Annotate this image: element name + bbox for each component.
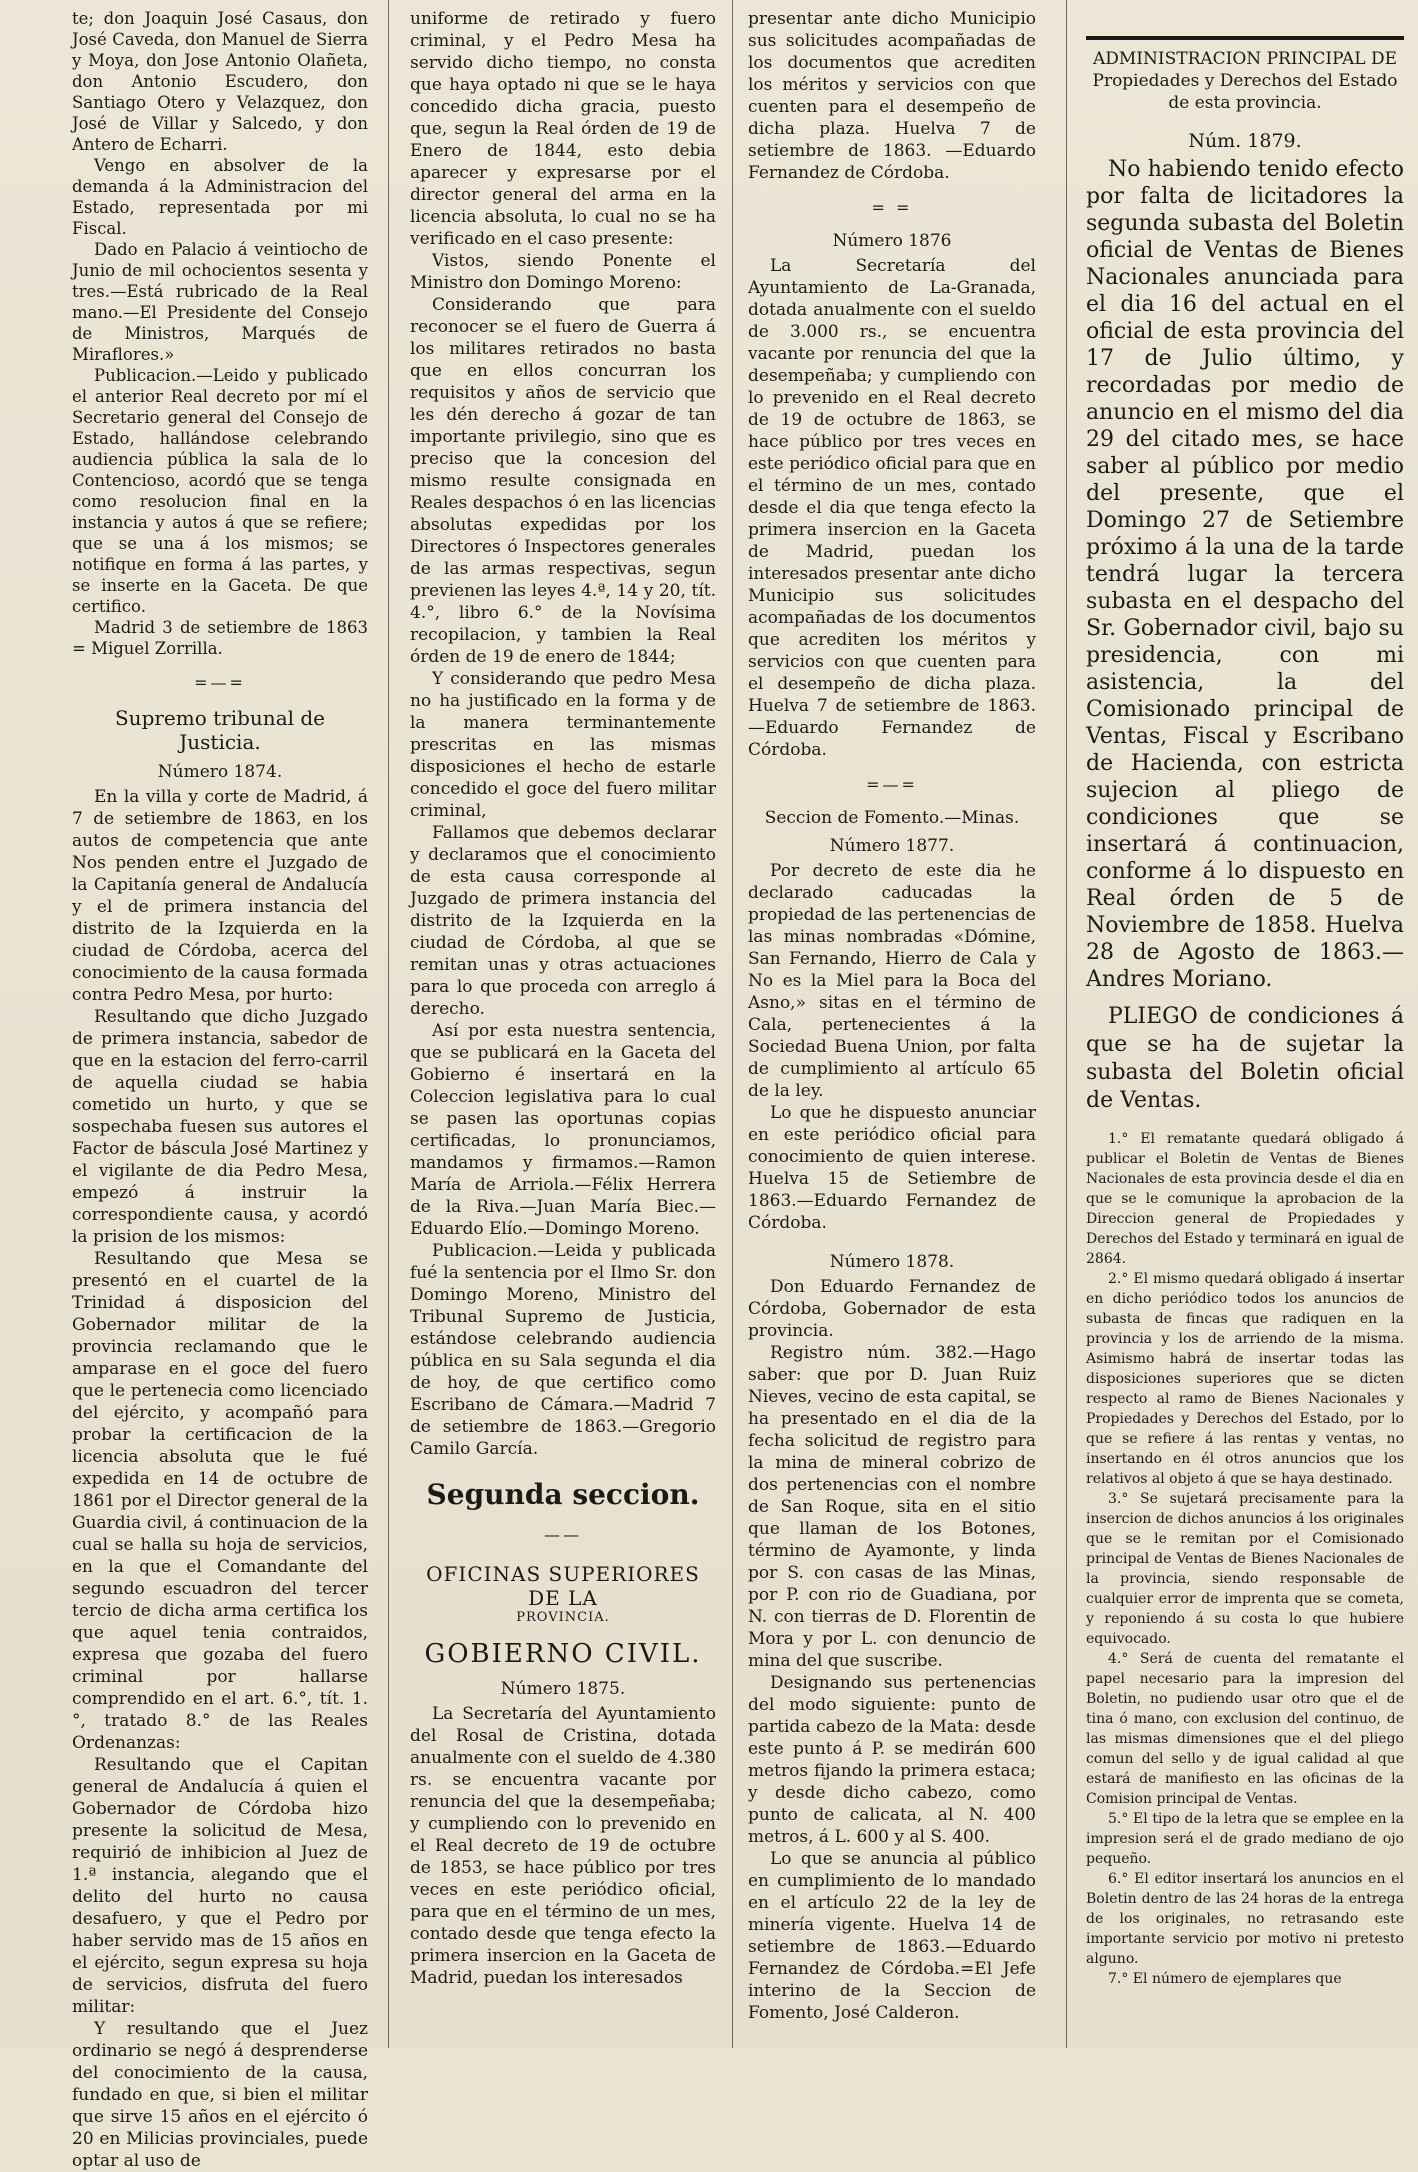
paragraph: presentar ante dicho Municipio sus solicitudes acompañadas de los documentos que acrediten los méritos y servicios con que cuenten para el desempeño de dicha plaza. Huelva 7 de setiembre de 1863. —Eduardo Fernandez de Córdoba.	[748, 9, 1036, 183]
paragraph: En la villa y corte de Madrid, á 7 de setiembre de 1863, en los autos de competencia que ante Nos penden entre el Juzgado de la Capitanía general de Andalucía y el de primera instancia del distrito de la Izquierda en la ciudad de Córdoba, acerca del conocimiento de la causa formada contra Pedro Mesa, por hurto:	[72, 787, 368, 1005]
condition-4: 4.° Será de cuenta del rematante el papel necesario para la impresion del Boletin, no pudiendo usar otro que el de tina ó mano, con exclusion del continuo, de las mismas dimensiones que el del pliego comun del sello y de igual calidad al que estará de manifiesto en las oficinas de la Comision principal de Ventas.	[1086, 1651, 1404, 1807]
office-subheading: PROVINCIA.	[516, 1610, 610, 1625]
paragraph: uniforme de retirado y fuero criminal, y el Pedro Mesa ha servido dicho tiempo, no consta que haya optado ni que se le haya concedido dicha gracia, puesto que, segun la Real órden de 19 de Enero de 1844, esto debia aparecer y expresarse por el director general del arma en la licencia absoluta, lo cual no se ha verificado en el caso presente:	[410, 9, 716, 249]
administration-heading: ADMINISTRACION PRINCIPAL DE	[1092, 49, 1398, 69]
paragraph: Resultando que el Capitan general de Andalucía á quien el Gobernador de Córdoba hizo presente la solicitud de Mesa, requirió de inhibicion al Juez de 1.ª instancia, alegando que el delito del hurto no causa desafuero, y que el Pedro por haber servido mas de 15 años en el ejército, segun expresa su hoja de servicios, disfruta del fuero militar:	[72, 1755, 368, 2017]
notice-number: Número 1876	[832, 231, 952, 251]
section-title: Segunda seccion.	[426, 1478, 700, 1511]
condition-2: 2.° El mismo quedará obligado á insertar en dicho periódico todos los anuncios de subasta de fincas que radiquen en la provincia y los de arriendo de la misma. Asimismo habrá de insertar todas las disposiciones superiores que se dicten respecto al ramo de Bienes Nacionales y Propiedades y Derechos del Estado, por lo que se refiere á las rentas y ventas, no insertando en él otros anuncios que los relativos al objeto á que se haya destinado.	[1086, 1271, 1404, 1487]
paragraph: La Secretaría del Ayuntamiento del Rosal de Cristina, dotada anualmente con el sueldo de 4.380 rs. se encuentra vacante por renuncia del que la desempeñaba; y cumpliendo con lo prevenido en el Real decreto de 19 de octubre de 1853, se hace público por tres veces en este periódico oficial, para que en el término de un mes, contado desde que tenga efecto la primera insercion en la Gaceta de Madrid, puedan los interesados	[410, 1704, 716, 1988]
signature: Madrid 3 de setiembre de 1863 = Miguel Zorrilla.	[72, 618, 368, 658]
separator: ——	[544, 1525, 582, 1544]
paragraph: Registro núm. 382.—Hago saber: que por D. Juan Ruiz Nieves, vecino de esta capital, se ha presentado en el dia de la fecha solicitud de registro para la mina de mineral cobrizo de dos pertenencias con el nombre de San Roque, sita en el sitio que llaman de los Botones, término de Ayamonte, y linda por S. con casas de las Minas, por P. con rio de Guadiana, por N. con tierras de D. Florentin de Mora y por L. con denuncio de mina del que suscribe.	[748, 1343, 1036, 1671]
paragraph: Lo que he dispuesto anunciar en este periódico oficial para conocimiento de quien interese. Huelva 15 de Setiembre de 1863.—Eduardo Fernandez de Córdoba.	[748, 1103, 1036, 1233]
administration-subheading: de esta provincia.	[1168, 93, 1322, 113]
paragraph: Vistos, siendo Ponente el Ministro don Domingo Moreno:	[410, 251, 716, 293]
paragraph: Resultando que dicho Juzgado de primera instancia, sabedor de que en la estacion del ferro-carril de aquella ciudad se habia cometido un hurto, y que se sospechaba fuesen sus autores el Factor de báscula José Martinez y el vigilante de dia Pedro Mesa, empezó á instruir la correspondiente causa, y acordó la prision de los mismos:	[72, 1007, 368, 1247]
paragraph: Dado en Palacio á veintiocho de Junio de mil ochocientos sesenta y tres.—Está rubricado de la Real mano.—El Presidente del Consejo de Ministros, Marqués de Miraflores.»	[72, 240, 368, 364]
condition-7: 7.° El número de ejemplares que	[1108, 1971, 1342, 1987]
paragraph: Resultando que Mesa se presentó en el cuartel de la Trinidad á disposicion del Gobernador militar de la provincia reclamando que le amparase en el goce del fuero que le pertenecia como licenciado del ejército, y acompañó para probar la certificacion de la licencia absoluta que le fué expedida en 14 de octubre de 1861 por el Director general de la Guardia civil, á continuacion de la cual se halla su hoja de servicios, en la que el Comandante del segundo escuadron del tercer tercio de dicha arma certifica los que aquel tenia contraidos, expresa que gozaba del fuero criminal por hallarse comprendido en el art. 6.°, tít. 1.°, tratado 8.° de las Reales Ordenanzas:	[72, 1249, 368, 1753]
notice-number: Número 1875.	[500, 1679, 626, 1699]
separator: =—=	[866, 775, 918, 794]
column-rule	[1066, 0, 1067, 2048]
notice-number: Número 1874.	[157, 762, 283, 782]
paragraph: Designando sus pertenencias del modo siguiente: punto de partida cabezo de la Mata: desde este punto á P. se medirán 600 metros fijando la primera estaca; y desde dicho cabezo, como punto de calicata, al N. 400 metros, á L. 600 y al S. 400.	[748, 1673, 1036, 1847]
column-1	[66, 8, 374, 2171]
column-2	[404, 8, 722, 2042]
office-heading: OFICINAS SUPERIORES DE LA	[426, 1562, 700, 1610]
column-3	[742, 8, 1042, 2042]
government-heading: GOBIERNO CIVIL.	[424, 1639, 702, 1669]
heading-rule	[1086, 36, 1404, 40]
column-rule	[732, 0, 733, 2048]
condition-5: 5.° El tipo de la letra que se emplee en la impresion será el de grado mediano de ojo pequeño.	[1086, 1811, 1404, 1867]
paragraph: Don Eduardo Fernandez de Córdoba, Gobernador de esta provincia.	[748, 1277, 1036, 1341]
separator: = =	[871, 198, 913, 217]
paragraph: La Secretaría del Ayuntamiento de La-Granada, dotada anualmente con el sueldo de 3.000 rs., se encuentra vacante por renuncia del que la desempeñaba; y cumpliendo con lo prevenido en el Real decreto de 19 de octubre de 1863, se hace público por tres veces en este periódico oficial para que en el término de un mes, contado desde el dia que tenga efecto la primera insercion en la Gaceta de Madrid, puedan los interesados presentar ante dicho Municipio sus solicitudes acompañadas de los documentos que acrediten los méritos y servicios con que cuenten para el desempeño de dicha plaza. Huelva 7 de setiembre de 1863.—Eduardo Fernandez de Córdoba.	[748, 256, 1036, 760]
notice-number: Número 1877.	[829, 836, 955, 856]
condition-6: 6.° El editor insertará los anuncios en el Boletin dentro de las 24 horas de la entrega de los originales, no retrasando este importante servicio por motivo ni pretesto alguno.	[1086, 1871, 1404, 1967]
paragraph: te; don Joaquin José Casaus, don José Caveda, don Manuel de Sierra y Moya, don Jose Antonio Olañeta, don Antonio Escudero, don Santiago Otero y Velazquez, don José de Villar y Salcedo, y don Antero de Echarri.	[72, 9, 368, 154]
condition-1: 1.° El rematante quedará obligado á publicar el Boletin de Ventas de Bienes Nacionales de esta provincia desde el dia en que se le comunique la aprobacion de la Direccion general de Propiedades y Derechos del Estado y terminará en igual de 2864.	[1086, 1131, 1404, 1267]
paragraph: Vengo en absolver de la demanda á la Administracion del Estado, representada por mi Fiscal.	[72, 156, 368, 238]
paragraph: Considerando que para reconocer se el fuero de Guerra á los militares retirados no basta que en ellos concurran los requisitos y años de servicio que les dén derecho á gozar de tan importante privilegio, sino que es preciso que la concesion del mismo resulte consignada en Reales despachos ó en las licencias absolutas expedidas por los Directores ó Inspectores generales de las armas respectivas, segun previenen las leyes 4.ª, 14 y 20, tít. 4.°, libro 6.° de la Novísima recopilacion, y tambien la Real órden de 19 de enero de 1844;	[410, 295, 716, 667]
column-rule	[388, 0, 389, 2048]
paragraph: Fallamos que debemos declarar y declaramos que el conocimiento de esta causa corresponde al Juzgado de primera instancia del distrito de la Izquierda en la ciudad de Córdoba, al que se remitan unas y otras actuaciones para lo que proceda con arreglo á derecho.	[410, 823, 716, 1019]
paragraph: Por decreto de este dia he declarado caducadas la propiedad de las pertenencias de las minas nombradas «Dómine, San Fernando, Hierro de Cala y No es la Miel para la Boca del Asno,» sitas en el término de Cala, pertenecientes á la Sociedad Buena Union, por falta de cumplimiento al artículo 65 de la ley.	[748, 861, 1036, 1101]
pliego-heading: PLIEGO de condiciones á que se ha de sujetar la subasta del Boletin oficial de Ventas.	[1086, 1004, 1404, 1113]
notice-number: Número 1878.	[829, 1252, 955, 1272]
administration-subheading: Propiedades y Derechos del Estado	[1092, 71, 1398, 91]
paragraph: Publicacion.—Leida y publicada fué la sentencia por el Ilmo Sr. don Domingo Moreno, Ministro del Tribunal Supremo de Justicia, estándose celebrando audiencia pública en su Sala segunda el dia de hoy, de que certifico como Escribano de Cámara.—Madrid 7 de setiembre de 1863.—Gregorio Camilo García.	[410, 1241, 716, 1459]
paragraph: Lo que se anuncia al público en cumplimiento de lo mandado en el artículo 22 de la ley de minería vigente. Huelva 14 de setiembre de 1863.—Eduardo Fernandez de Córdoba.=El Jefe interino de la Seccion de Fomento, José Calderon.	[748, 1849, 1036, 2023]
notice-number: Núm. 1879.	[1188, 130, 1302, 152]
separator: =—=	[194, 673, 246, 692]
paragraph: Y resultando que el Juez ordinario se negó á desprenderse del conocimiento de la causa, fundado en que, si bien el militar que sirve 15 años en el ejército ó 20 en Milicias provinciales, puede optar al uso de	[72, 2019, 368, 2171]
condition-3: 3.° Se sujetará precisamente para la insercion de dichos anuncios á los originales que se le remitan por el Comisionado principal de Ventas de Bienes Nacionales de la provincia, siendo responsable de cualquier error de imprenta que se cometa, y reponiendo á su costa lo que hubiere equivocado.	[1086, 1491, 1404, 1647]
paragraph: Publicacion.—Leido y publicado el anterior Real decreto por mí el Secretario general del Consejo de Estado, hallándose celebrando audiencia pública la sala de lo Contencioso, acordó que se tenga como resolucion final en la instancia y autos á que se refiere; que se una á los mismos; se notifique en forma á las partes, y se inserte en la Gaceta. De que certifico.	[72, 366, 368, 616]
column-4	[1080, 8, 1410, 2042]
section-title: Supremo tribunal de Justicia.	[114, 706, 326, 754]
paragraph: Así por esta nuestra sentencia, que se publicará en la Gaceta del Gobierno é insertará en la Coleccion legislativa para lo cual se pasen las oportunas copias certificadas, lo pronunciamos, mandamos y firmamos.—Ramon María de Arriola.—Félix Herrera de la Riva.—Juan María Biec.—Eduardo Elío.—Domingo Moreno.	[410, 1021, 716, 1239]
paragraph: Y considerando que pedro Mesa no ha justificado en la forma y de la manera terminantemente prescritas en las mismas disposiciones el hecho de estarle concedido el goce del fuero militar criminal,	[410, 669, 716, 821]
section-title: Seccion de Fomento.—Minas.	[764, 808, 1020, 828]
paragraph: No habiendo tenido efecto por falta de licitadores la segunda subasta del Boletin oficial de Ventas de Bienes Nacionales anunciada para el dia 16 del actual en el oficial de esta provincia del 17 de Julio último, y recordadas por medio de anuncio en el mismo del dia 29 del citado mes, se hace saber al público por medio del presente, que el Domingo 27 de Setiembre próximo á la una de la tarde tendrá lugar la tercera subasta en el despacho del Sr. Gobernador civil, bajo su presidencia, con mi asistencia, la del Comisionado principal de Ventas, Fiscal y Escribano de Hacienda, con estricta sujecion al pliego de condiciones que se insertará á continuacion, conforme á lo dispuesto en Real órden de 5 de Noviembre de 1858. Huelva 28 de Agosto de 1863.—Andres Moriano.	[1086, 157, 1404, 992]
